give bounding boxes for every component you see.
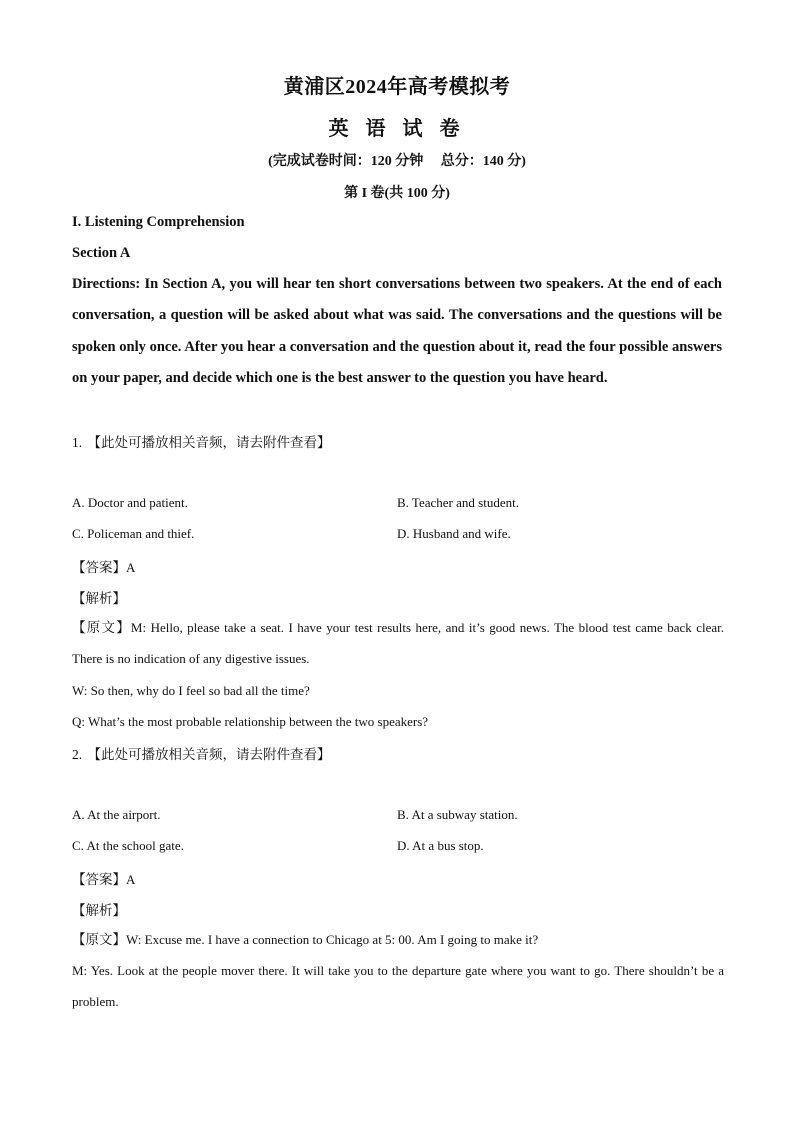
script-line: Q: What’s the most probable relationship between the two speakers? xyxy=(72,714,429,729)
answer-label: 【答案】 xyxy=(72,872,126,887)
option-a: A. Doctor and patient. xyxy=(72,495,188,510)
answer-line xyxy=(72,556,135,576)
script-line: W: So then, why do I feel so bad all the time? xyxy=(72,683,310,698)
answer-value: A xyxy=(126,560,136,575)
option-d: D. Husband and wife. xyxy=(397,526,511,541)
audio-prompt[interactable]: 【此处可播放相关音频，请去附件查看】 xyxy=(87,747,331,762)
answer-label: 【答案】 xyxy=(72,560,126,575)
exam-time-score: (完成试卷时间：120 分钟 总分：140 分) xyxy=(268,154,526,169)
exam-subject: 英 语 试 卷 xyxy=(328,118,466,140)
section-sub: Section A xyxy=(72,245,131,261)
script-label: 【原文】 xyxy=(72,932,126,947)
analysis-label: 【解析】 xyxy=(72,903,126,918)
answer-value: A xyxy=(126,872,136,887)
option-b: B. At a subway station. xyxy=(397,807,518,822)
question-1 xyxy=(72,431,331,451)
directions: Directions: In Section A, you will hear ten short conversations between two speakers. At the end of each conversation, a question will be asked about what was said. The conversations and the questions will be spoken only once. After you hear a conversation and the question about it, read the four possible answers on your paper, and decide which one is the best answer to the question you have heard. xyxy=(72,276,722,386)
option-c: C. At the school gate. xyxy=(72,838,184,853)
option-a: A. At the airport. xyxy=(72,807,161,822)
script-line: 【原文】W: Excuse me. I have a connection to Chicago at 5: 00. Am I going to make it? xyxy=(72,932,539,947)
audio-prompt[interactable]: 【此处可播放相关音频，请去附件查看】 xyxy=(87,435,331,450)
question-2 xyxy=(72,743,331,763)
answer-line xyxy=(72,868,135,888)
script-label: 【原文】 xyxy=(72,620,131,635)
script-line: M: Yes. Look at the people mover there. It will take you to the departure gate where you want to go. There shouldn’t be a problem. xyxy=(72,963,724,1010)
option-c: C. Policeman and thief. xyxy=(72,526,195,541)
script-line: 【原文】M: Hello, please take a seat. I have your test results here, and it’s good news. The blood test came back clear. There is no indication of any digestive issues. xyxy=(72,620,724,667)
option-b: B. Teacher and student. xyxy=(397,495,519,510)
question-number: 2. xyxy=(72,747,83,762)
option-d: D. At a bus stop. xyxy=(397,838,484,853)
analysis-label: 【解析】 xyxy=(72,591,126,606)
exam-part: 第 I 卷(共 100 分) xyxy=(344,186,450,201)
section-heading: I. Listening Comprehension xyxy=(72,214,245,230)
question-number: 1. xyxy=(72,435,83,450)
exam-title: 黄浦区2024年高考模拟考 xyxy=(283,76,511,98)
